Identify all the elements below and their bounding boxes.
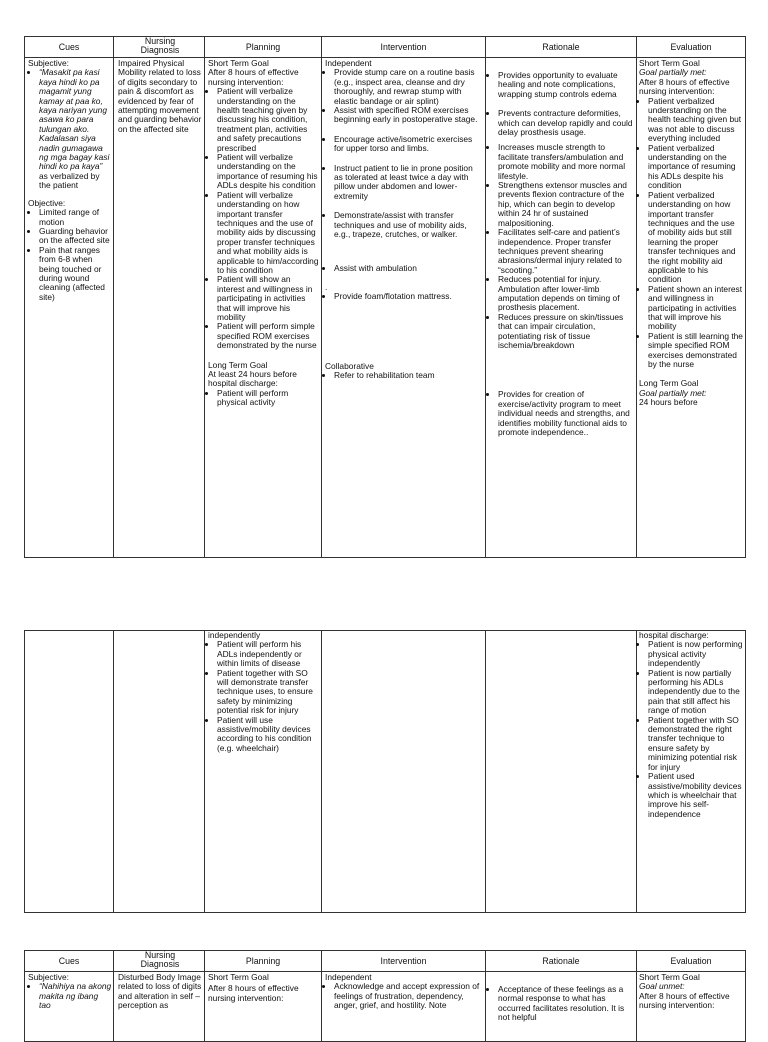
rationale-item: • Acceptance of these feelings as a normal response to what has occurred facilitates resolution. It is not helpful — [498, 985, 634, 1023]
intervention-item: • Instruct patient to lie in prone position as tolerated at least twice a day with pillow under abdomen and lower-extremity — [334, 164, 483, 202]
evaluation-cell-cont — [639, 631, 743, 819]
patient-quote: “Nahihiya na akong makita ng ibang tao — [39, 981, 112, 1011]
cues-cell — [28, 973, 112, 1011]
eval-ltg-intro: 24 hours before — [639, 397, 698, 408]
planning-continuation: independently — [208, 630, 261, 640]
independent-label: Independent — [325, 972, 372, 982]
header-evaluation: Evaluation — [670, 956, 712, 966]
planning-goal: • Patient will perform simple specified ROM exercises demonstrated by the nurse — [217, 322, 319, 350]
evaluation-cell — [639, 973, 743, 1011]
rationale-item: • Prevents contracture deformities, which can develop rapidly and could delay prosthesis usage. — [498, 109, 634, 137]
evaluation-item: • Patient is now partially performing his ADLs independently due to the pain that still affect his range of motion — [648, 669, 743, 716]
planning-cell — [208, 973, 308, 1003]
rationale-cell — [489, 71, 634, 437]
header-intervention: Intervention — [380, 42, 427, 52]
patient-quote: “Masakit pa kasi kaya hindi ko pa magamit yung kamay at paa ko, kaya nariyan yung asawa ko para tulungan ako. Kadalasan siya nadin gumagawa ng mga bagay kasi hindi ko pa kaya” — [39, 67, 110, 172]
header-nursing-diagnosis: Nursing Diagnosis — [140, 36, 180, 56]
header-intervention: Intervention — [380, 956, 427, 966]
intervention-item: • Refer to rehabilitation team — [334, 371, 483, 380]
evaluation-item: • Patient is now performing physical activity independently — [648, 640, 743, 668]
care-plan-table-3 — [24, 950, 746, 1042]
planning-goal: • Patient will show an interest and willingness in participating in activities that will improve his mobility — [217, 275, 319, 322]
intervention-cell — [325, 973, 483, 1011]
evaluation-item: • Patient verbalized understanding on the health teaching given but was not able to discuss everything included — [648, 97, 743, 144]
evaluation-item: • Patient is still learning the simple specified ROM exercises demonstrated by the nurse — [648, 332, 743, 370]
evaluation-item: • Patient together with SO demonstrated the right transfer technique to ensure safety by minimizing potential risk for injury — [648, 716, 743, 772]
rationale-item: • Reduces pressure on skin/tissues that can impair circulation, potentiating risk of tissue ischemia/breakdown — [498, 313, 634, 351]
header-cues: Cues — [58, 42, 80, 52]
intervention-item: • Provide stump care on a routine basis (e.g., inspect area, cleanse and dry thoroughly, and rewrap stump with elastic bandage or air splint) — [334, 68, 483, 106]
rationale-item: • Increases muscle strength to facilitate transfers/ambulation and promote mobility and more normal lifestyle. — [498, 143, 634, 181]
rationale-item: • Strengthens extensor muscles and prevents flexion contracture of the hip, which can begin to develop within 24 hr of sustained malpositioning. — [498, 181, 634, 228]
header-cues: Cues — [58, 956, 80, 966]
nursing-diagnosis-text: Disturbed Body Image related to loss of digits and alteration in self – perception as — [118, 972, 202, 1011]
planning-cell — [208, 59, 319, 408]
short-term-goal-label: Short Term Goal — [208, 972, 269, 982]
stray-dot: . — [325, 281, 328, 292]
care-plan-table-1 — [24, 36, 746, 558]
planning-goal: • Patient will verbalize understanding on the health teaching given by discussing his condition, treatment plan, activities and safety precautions prescribed — [217, 87, 319, 153]
header-rationale: Rationale — [542, 42, 580, 52]
cues-cell — [28, 59, 112, 302]
header-planning: Planning — [245, 42, 281, 52]
objective-cue: • Pain that ranges from 6-8 when being touched or during wound cleaning (affected site) — [39, 246, 112, 302]
eval-ltg-label: Long Term Goal — [639, 378, 699, 389]
diagnosis-cell — [118, 59, 202, 134]
rationale-item: • Reduces potential for injury. Ambulation after lower-limb amputation depends on timing of prosthesis placement. — [498, 275, 634, 313]
short-term-goal-label: Short Term Goal — [208, 58, 269, 68]
eval-stg-status: Goal unmet: — [639, 981, 685, 992]
planning-goal: • Patient will use assistive/mobility devices according to his condition (e.g. wheelchair) — [217, 716, 319, 754]
planning-goal: • Patient will verbalize understanding on how important transfer techniques and the use of mobility aids by discussing proper transfer techniques and what mobility aids is applicable to him/according to his condition — [217, 191, 319, 276]
eval-stg-intro: After 8 hours of effective nursing intervention: — [639, 990, 730, 1011]
intervention-cell — [325, 59, 483, 381]
intervention-item: • Assist with ambulation — [334, 264, 483, 273]
planning-cell-cont — [208, 631, 319, 753]
long-term-goal-label: Long Term Goal — [208, 359, 268, 370]
rationale-cell — [489, 985, 634, 1023]
evaluation-cell — [639, 59, 743, 408]
objective-cue: • Limited range of motion — [39, 208, 112, 227]
eval-stg-label: Short Term Goal — [639, 58, 700, 68]
eval-ltg-status: Goal partially met: — [639, 387, 707, 398]
long-term-goal-intro: At least 24 hours before hospital discharge: — [208, 369, 297, 389]
subjective-label: Subjective: — [28, 972, 69, 982]
planning-goal: • Patient will perform physical activity — [217, 389, 319, 408]
evaluation-continuation: hospital discharge: — [639, 630, 709, 640]
rationale-item: • Provides for creation of exercise/activity program to meet individual needs and strengths, and identifies mobility functional aids to promote independence.. — [498, 390, 634, 437]
nursing-diagnosis-text: Impaired Physical Mobility related to loss of digits secondary to pain & discomfort as evidenced by fear of attempting movement and guarding behavior on the affected site — [118, 58, 202, 134]
header-evaluation: Evaluation — [670, 42, 712, 52]
planning-goal: • Patient together with SO will demonstrate transfer technique uses, to ensure safety by minimizing potential risk for injury — [217, 669, 319, 716]
planning-goal: • Patient will perform his ADLs independently or within limits of disease — [217, 640, 319, 668]
intervention-item: • Demonstrate/assist with transfer techniques and use of mobility aids, e.g., trapeze, crutches, or walker. — [334, 211, 483, 239]
subjective-label: Subjective: — [28, 58, 69, 68]
quote-attribution: as verbalized by the patient — [39, 170, 100, 191]
intervention-item: • Encourage active/isometric exercises for upper torso and limbs. — [334, 135, 483, 154]
header-planning: Planning — [245, 956, 281, 966]
header-rationale: Rationale — [542, 956, 580, 966]
evaluation-item: • Patient verbalized understanding on the importance of resuming his ADLs despite his condition — [648, 144, 743, 191]
header-nursing-diagnosis: Nursing Diagnosis — [140, 950, 180, 970]
rationale-item: • Facilitates self-care and patient’s independence. Proper transfer techniques prevent shearing abrasions/dermal injury related to “scooting.” — [498, 228, 634, 275]
eval-stg-status: Goal partially met: — [639, 67, 707, 78]
short-term-goal-intro: After 8 hours of effective nursing intervention: — [208, 983, 299, 1003]
objective-label: Objective: — [28, 197, 66, 208]
evaluation-item: • Patient verbalized understanding on how important transfer techniques and the use of mobility aids but still learning the proper transfer techniques and the right mobility aid applicable to his condition — [648, 191, 743, 285]
eval-stg-intro: After 8 hours of effective nursing intervention: — [639, 76, 730, 97]
short-term-goal-intro: After 8 hours of effective nursing intervention: — [208, 67, 299, 87]
care-plan-table-2 — [24, 630, 746, 913]
evaluation-item: • Patient shown an interest and willingness in participating in activities that will improve his mobility — [648, 285, 743, 332]
objective-cue: • Guarding behavior on the affected site — [39, 227, 112, 246]
evaluation-item: • Patient used assistive/mobility devices which is wheelchair that improve his self-independence — [648, 772, 743, 819]
planning-goal: • Patient will verbalize understanding on the importance of resuming his ADLs despite his condition — [217, 153, 319, 191]
rationale-item: • Provides opportunity to evaluate healing and note complications, wrapping stump controls edema — [498, 71, 634, 99]
intervention-item: • Acknowledge and accept expression of feelings of frustration, dependency, anger, grief, and hostility. Note — [334, 982, 483, 1010]
independent-label: Independent — [325, 58, 372, 68]
diagnosis-cell — [118, 973, 202, 1011]
intervention-item: • Provide foam/flotation mattress. — [334, 292, 483, 301]
collaborative-label: Collaborative — [325, 360, 374, 371]
intervention-item: • Assist with specified ROM exercises beginning early in postoperative stage. — [334, 106, 483, 125]
eval-stg-label: Short Term Goal — [639, 972, 700, 982]
